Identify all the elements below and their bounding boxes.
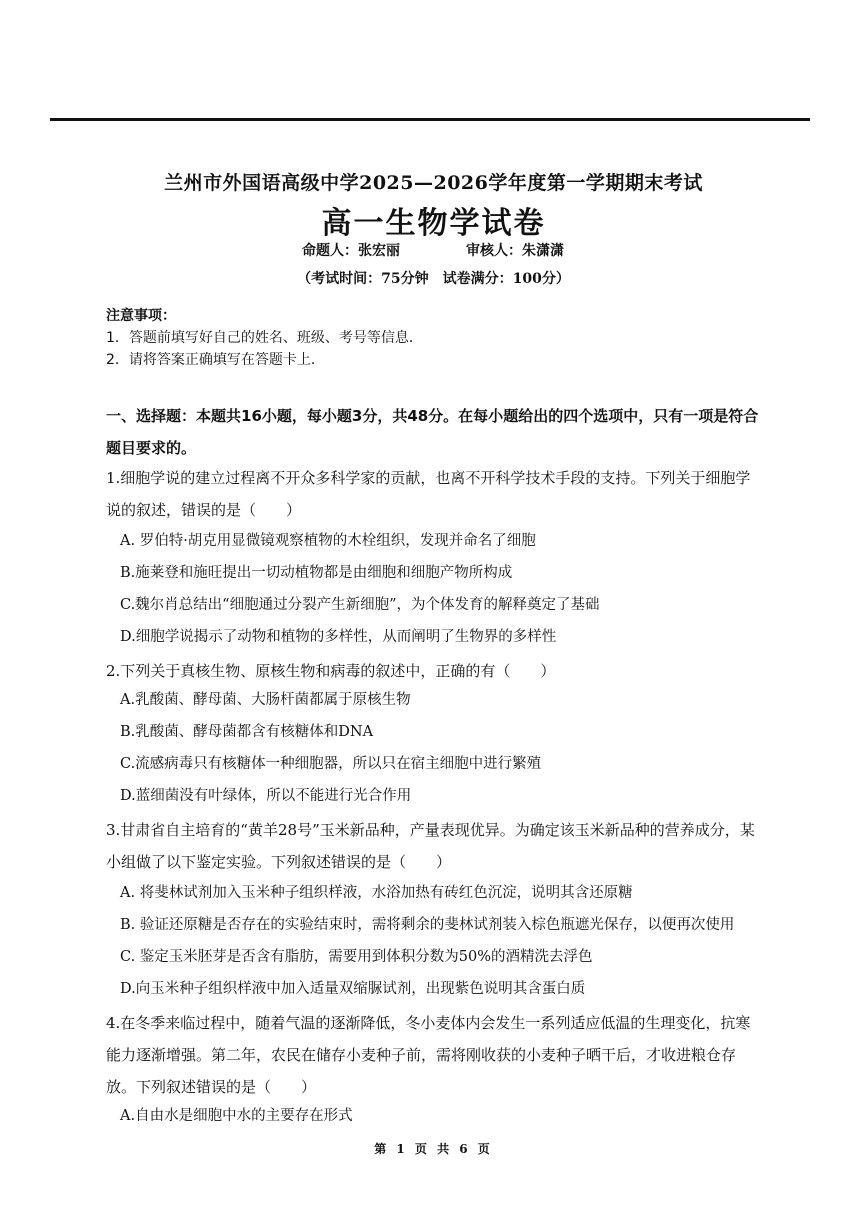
paper-title: 高一生物学试卷 xyxy=(321,206,546,241)
question-option: A.乳酸菌、酵母菌、大肠杆菌都属于原核生物 xyxy=(120,692,411,708)
note-item: 1．答题前填写好自己的姓名、班级、考号等信息． xyxy=(106,330,423,346)
page-footer: 第 1 页 共 6 页 xyxy=(374,1142,493,1156)
note-item: 2．请将答案正确填写在答题卡上． xyxy=(106,352,325,368)
school-title: 兰州市外国语高级中学2025—2026学年度第一学期期末考试 xyxy=(164,172,703,194)
question-option: D.向玉米种子组织样液中加入适量双缩脲试剂，出现紫色说明其含蛋白质 xyxy=(120,981,586,997)
question-option: C.魏尔肖总结出“细胞通过分裂产生新细胞”，为个体发育的解释奠定了基础 xyxy=(120,597,600,613)
question-option: D.蓝细菌没有叶绿体，所以不能进行光合作用 xyxy=(120,788,412,804)
setter: 命题人：张宏丽 xyxy=(302,243,400,259)
section-heading: 一、选择题：本题共16小题，每小题3分，共48分。在每小题给出的四个选项中，只有一项是符合题目要求的。 xyxy=(106,407,759,457)
question-option: C. 鉴定玉米胚芽是否含有脂肪，需要用到体积分数为50%的酒精洗去浮色 xyxy=(120,949,593,965)
question-stem: 2.下列关于真核生物、原核生物和病毒的叙述中，正确的有（ ） xyxy=(106,662,556,680)
question-option: C.流感病毒只有核糖体一种细胞器，所以只在宿主细胞中进行繁殖 xyxy=(120,756,542,772)
question-option: D.细胞学说揭示了动物和植物的多样性，从而阐明了生物界的多样性 xyxy=(120,629,557,645)
question-stem: 4.在冬季来临过程中，随着气温的逐渐降低，冬小麦体内会发生一系列适应低温的生理变化，抗寒能力逐渐增强。第二年，农民在储存小麦种子前，需将刚收获的小麦种子晒干后，才收进粮仓存放。下列叙述错误的是（ ） xyxy=(106,1014,751,1096)
question-option: A. 将斐林试剂加入玉米种子组织样液，水浴加热有砖红色沉淀，说明其含还原糖 xyxy=(120,885,633,901)
question-stem: 1.细胞学说的建立过程离不开众多科学家的贡献，也离不开科学技术手段的支持。下列关于细胞学说的叙述，错误的是（ ） xyxy=(106,469,751,519)
question-option: B.施莱登和施旺提出一切动植物都是由细胞和细胞产物所构成 xyxy=(120,565,513,581)
exam-info: （考试时间：75分钟 试卷满分：100分） xyxy=(297,271,570,287)
question-option: A. 罗伯特·胡克用显微镜观察植物的木栓组织，发现并命名了细胞 xyxy=(120,533,536,549)
reviewer: 审核人：朱潇潇 xyxy=(466,243,564,259)
question-option: A.自由水是细胞中水的主要存在形式 xyxy=(120,1108,353,1124)
question-option: B.乳酸菌、酵母菌都含有核糖体和DNA xyxy=(120,724,374,740)
authors-line xyxy=(302,240,564,260)
question-stem: 3.甘肃省自主培育的“黄羊28号”玉米新品种，产量表现优异。为确定该玉米新品种的营养成分，某小组做了以下鉴定实验。下列叙述错误的是（ ） xyxy=(106,821,755,871)
top-rule xyxy=(50,118,810,121)
question-option: B. 验证还原糖是否存在的实验结束时，需将剩余的斐林试剂装入棕色瓶遮光保存，以便再次使用 xyxy=(120,917,735,933)
notes-heading: 注意事项： xyxy=(106,308,176,324)
